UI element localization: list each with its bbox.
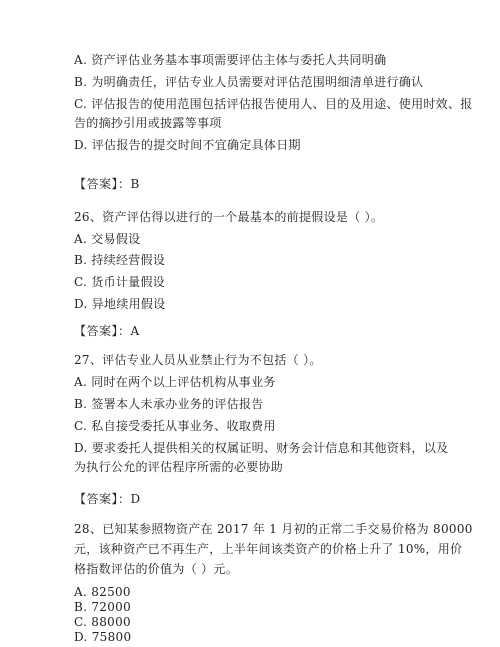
option-b: B. 为明确责任，评估专业人员需要对评估范围明细清单进行确认 bbox=[74, 75, 424, 89]
question-28-line-1: 28、已知某参照物资产在 2017 年 1 月初的正常二手交易价格为 80000 bbox=[74, 522, 473, 536]
q28-option-b: B. 72000 bbox=[74, 600, 132, 614]
option-d: D. 评估报告的提交时间不宜确定具体日期 bbox=[74, 138, 301, 152]
q27-option-a: A. 同时在两个以上评估机构从事业务 bbox=[74, 375, 276, 389]
q28-option-c: C. 88000 bbox=[74, 615, 131, 629]
q27-option-b: B. 签署本人未承办业务的评估报告 bbox=[74, 397, 264, 411]
q26-option-d: D. 异地续用假设 bbox=[74, 297, 166, 311]
q26-option-c: C. 货币计量假设 bbox=[74, 275, 166, 289]
option-c: C. 评估报告的使用范围包括评估报告使用人、目的及用途、使用时效、报 bbox=[74, 97, 473, 111]
q27-option-d-continued: 为执行公允的评估程序所需的必要协助 bbox=[74, 460, 284, 474]
question-28-line-2: 元，该种资产已不再生产，上半年间该类资产的价格上升了 10%，用价 bbox=[74, 542, 463, 556]
option-c-continued: 告的摘抄引用或披露等事项 bbox=[74, 116, 222, 130]
q26-option-a: A. 交易假设 bbox=[74, 232, 141, 246]
question-26: 26、资产评估得以进行的一个最基本的前提假设是（ ）。 bbox=[74, 210, 384, 224]
q26-option-b: B. 持续经营假设 bbox=[74, 253, 166, 267]
question-27: 27、评估专业人员从业禁止行为不包括（ ）。 bbox=[74, 353, 322, 367]
q27-answer: 【答案】：D bbox=[74, 492, 141, 506]
q26-answer: 【答案】：A bbox=[74, 324, 140, 338]
q27-option-c: C. 私自接受委托从事业务、收取费用 bbox=[74, 419, 276, 433]
answer: 【答案】：B bbox=[74, 177, 140, 191]
question-28-line-3: 格指数评估的价值为（ ）元。 bbox=[74, 562, 239, 576]
option-a: A. 资产评估业务基本事项需要评估主体与委托人共同明确 bbox=[74, 53, 387, 67]
q28-option-a: A. 82500 bbox=[74, 585, 131, 599]
q27-option-d: D. 要求委托人提供相关的权属证明、财务会计信息和其他资料，以及 bbox=[74, 441, 449, 455]
q28-option-d: D. 75800 bbox=[74, 630, 132, 644]
